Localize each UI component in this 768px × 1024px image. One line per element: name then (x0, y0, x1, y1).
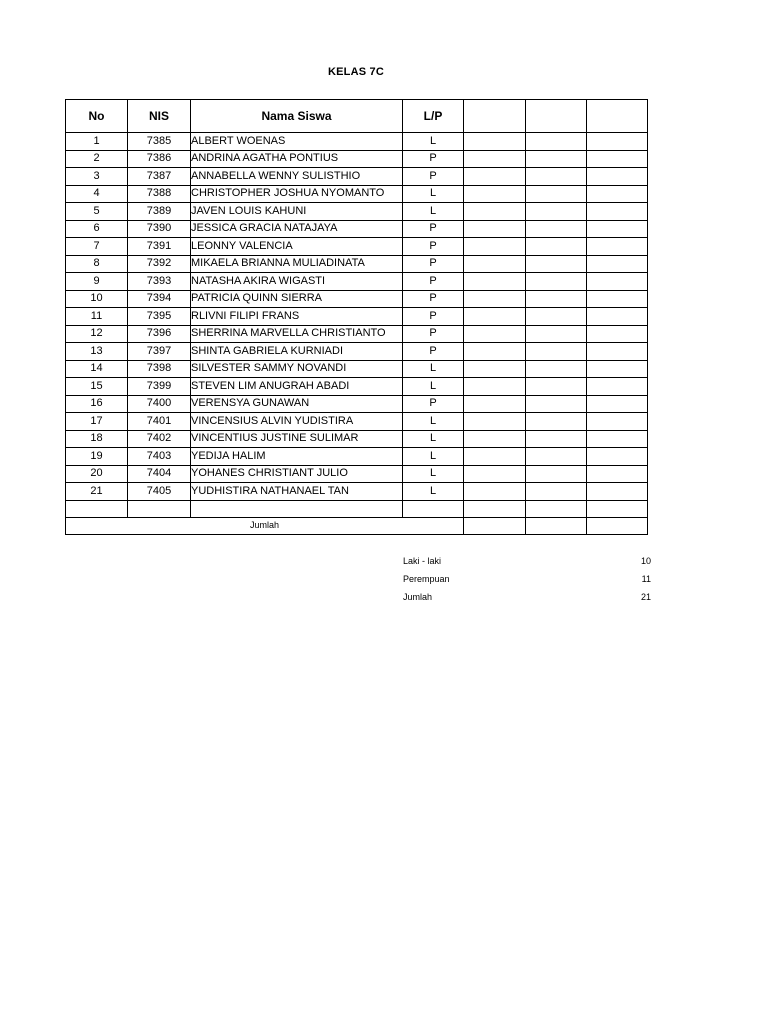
student-name: JAVEN LOUIS KAHUNI (191, 203, 403, 221)
student-nis: 7389 (128, 203, 191, 221)
blank-cell (66, 500, 128, 517)
table-row (66, 273, 648, 291)
student-name: STEVEN LIM ANUGRAH ABADI (191, 378, 403, 396)
empty-cell (464, 238, 526, 256)
student-no: 20 (66, 465, 128, 483)
student-lp: L (403, 465, 464, 483)
blank-cell (191, 500, 403, 517)
blank-cell (464, 500, 526, 517)
student-name: ALBERT WOENAS (191, 133, 403, 151)
student-nis: 7392 (128, 255, 191, 273)
header-row (66, 100, 648, 133)
empty-cell (587, 448, 648, 466)
empty-cell (526, 220, 587, 238)
student-table (65, 99, 648, 535)
blank-cell (403, 500, 464, 517)
empty-cell (526, 343, 587, 361)
table-row (66, 343, 648, 361)
student-nis: 7404 (128, 465, 191, 483)
total-cell (587, 517, 648, 534)
empty-cell (587, 325, 648, 343)
empty-cell (587, 290, 648, 308)
table-row (66, 238, 648, 256)
empty-cell (526, 413, 587, 431)
empty-cell (587, 483, 648, 501)
student-lp: P (403, 395, 464, 413)
empty-cell (526, 273, 587, 291)
student-lp: P (403, 290, 464, 308)
student-no: 4 (66, 185, 128, 203)
empty-cell (587, 150, 648, 168)
student-nis: 7400 (128, 395, 191, 413)
table-row (66, 255, 648, 273)
empty-cell (587, 308, 648, 326)
student-nis: 7385 (128, 133, 191, 151)
header-empty-1 (464, 100, 526, 133)
empty-cell (526, 290, 587, 308)
student-lp: L (403, 360, 464, 378)
empty-cell (464, 273, 526, 291)
student-name: JESSICA GRACIA NATAJAYA (191, 220, 403, 238)
header-name: Nama Siswa (191, 100, 403, 133)
empty-cell (587, 168, 648, 186)
empty-cell (587, 395, 648, 413)
header-empty-2 (526, 100, 587, 133)
empty-cell (464, 395, 526, 413)
student-nis: 7401 (128, 413, 191, 431)
student-lp: L (403, 483, 464, 501)
blank-cell (587, 500, 648, 517)
student-no: 11 (66, 308, 128, 326)
empty-cell (526, 238, 587, 256)
student-no: 17 (66, 413, 128, 431)
table-row (66, 465, 648, 483)
student-nis: 7391 (128, 238, 191, 256)
student-nis: 7388 (128, 185, 191, 203)
empty-cell (464, 343, 526, 361)
student-name: PATRICIA QUINN SIERRA (191, 290, 403, 308)
table-row (66, 133, 648, 151)
student-no: 10 (66, 290, 128, 308)
student-rows (66, 133, 648, 535)
empty-cell (587, 220, 648, 238)
student-name: VERENSYA GUNAWAN (191, 395, 403, 413)
student-name: RLIVNI FILIPI FRANS (191, 308, 403, 326)
student-no: 6 (66, 220, 128, 238)
student-lp: L (403, 133, 464, 151)
student-name: YEDIJA HALIM (191, 448, 403, 466)
empty-cell (464, 378, 526, 396)
student-lp: P (403, 220, 464, 238)
summary-value: 11 (641, 574, 651, 584)
student-nis: 7395 (128, 308, 191, 326)
empty-cell (464, 150, 526, 168)
student-no: 19 (66, 448, 128, 466)
table-row (66, 483, 648, 501)
blank-cell (526, 500, 587, 517)
header-lp: L/P (403, 100, 464, 133)
blank-row (66, 500, 648, 517)
empty-cell (464, 203, 526, 221)
total-cell (464, 517, 526, 534)
empty-cell (526, 395, 587, 413)
student-nis: 7403 (128, 448, 191, 466)
table-row (66, 290, 648, 308)
student-nis: 7402 (128, 430, 191, 448)
empty-cell (464, 185, 526, 203)
student-lp: L (403, 430, 464, 448)
header-empty-3 (587, 100, 648, 133)
empty-cell (464, 255, 526, 273)
student-nis: 7397 (128, 343, 191, 361)
student-nis: 7390 (128, 220, 191, 238)
empty-cell (587, 343, 648, 361)
empty-cell (464, 308, 526, 326)
empty-cell (464, 133, 526, 151)
student-lp: P (403, 168, 464, 186)
summary-label: Jumlah (403, 592, 433, 602)
empty-cell (464, 413, 526, 431)
student-no: 2 (66, 150, 128, 168)
student-lp: L (403, 203, 464, 221)
student-no: 12 (66, 325, 128, 343)
student-name: YUDHISTIRA NATHANAEL TAN (191, 483, 403, 501)
student-no: 14 (66, 360, 128, 378)
student-no: 5 (66, 203, 128, 221)
summary-row-female (403, 572, 651, 590)
empty-cell (587, 413, 648, 431)
table-row (66, 308, 648, 326)
page-title: KELAS 7C (328, 66, 384, 78)
empty-cell (587, 465, 648, 483)
student-lp: P (403, 343, 464, 361)
empty-cell (587, 238, 648, 256)
table-row (66, 395, 648, 413)
student-lp: L (403, 185, 464, 203)
student-name: ANNABELLA WENNY SULISTHIO (191, 168, 403, 186)
empty-cell (526, 150, 587, 168)
student-no: 1 (66, 133, 128, 151)
empty-cell (526, 308, 587, 326)
summary-row-total (403, 590, 651, 608)
total-cell (526, 517, 587, 534)
empty-cell (587, 378, 648, 396)
total-row (66, 517, 648, 534)
student-nis: 7394 (128, 290, 191, 308)
header-nis: NIS (128, 100, 191, 133)
empty-cell (464, 290, 526, 308)
student-no: 8 (66, 255, 128, 273)
student-name: SHERRINA MARVELLA CHRISTIANTO (191, 325, 403, 343)
empty-cell (526, 133, 587, 151)
student-nis: 7398 (128, 360, 191, 378)
empty-cell (526, 325, 587, 343)
student-name: CHRISTOPHER JOSHUA NYOMANTO (191, 185, 403, 203)
empty-cell (464, 448, 526, 466)
empty-cell (587, 360, 648, 378)
summary-row-male (403, 554, 651, 572)
header-no: No (66, 100, 128, 133)
student-nis: 7405 (128, 483, 191, 501)
empty-cell (526, 378, 587, 396)
student-lp: L (403, 413, 464, 431)
table-row (66, 448, 648, 466)
empty-cell (526, 203, 587, 221)
table-row (66, 325, 648, 343)
student-no: 9 (66, 273, 128, 291)
table-row (66, 413, 648, 431)
table-row (66, 430, 648, 448)
student-no: 7 (66, 238, 128, 256)
student-nis: 7399 (128, 378, 191, 396)
empty-cell (587, 430, 648, 448)
table-row (66, 203, 648, 221)
table-row (66, 378, 648, 396)
student-lp: P (403, 273, 464, 291)
empty-cell (464, 360, 526, 378)
student-lp: P (403, 308, 464, 326)
student-nis: 7386 (128, 150, 191, 168)
student-name: MIKAELA BRIANNA MULIADINATA (191, 255, 403, 273)
empty-cell (464, 430, 526, 448)
table-row (66, 220, 648, 238)
student-name: SHINTA GABRIELA KURNIADI (191, 343, 403, 361)
empty-cell (464, 220, 526, 238)
student-no: 3 (66, 168, 128, 186)
student-lp: P (403, 238, 464, 256)
summary-value: 21 (640, 592, 651, 602)
summary-label: Perempuan (403, 574, 450, 584)
total-row-label: Jumlah (66, 517, 464, 534)
student-lp: L (403, 448, 464, 466)
student-no: 15 (66, 378, 128, 396)
student-nis: 7387 (128, 168, 191, 186)
empty-cell (587, 255, 648, 273)
student-name: NATASHA AKIRA WIGASTI (191, 273, 403, 291)
student-nis: 7396 (128, 325, 191, 343)
empty-cell (526, 360, 587, 378)
student-lp: P (403, 255, 464, 273)
empty-cell (587, 185, 648, 203)
empty-cell (464, 325, 526, 343)
empty-cell (587, 203, 648, 221)
table-row (66, 168, 648, 186)
empty-cell (526, 168, 587, 186)
student-no: 13 (66, 343, 128, 361)
empty-cell (526, 255, 587, 273)
summary-label: Laki - laki (403, 556, 442, 566)
student-name: SILVESTER SAMMY NOVANDI (191, 360, 403, 378)
empty-cell (526, 185, 587, 203)
empty-cell (587, 273, 648, 291)
student-lp: P (403, 150, 464, 168)
table-row (66, 150, 648, 168)
student-lp: P (403, 325, 464, 343)
empty-cell (526, 448, 587, 466)
empty-cell (464, 168, 526, 186)
student-lp: L (403, 378, 464, 396)
table-row (66, 360, 648, 378)
student-name: YOHANES CHRISTIANT JULIO (191, 465, 403, 483)
student-no: 18 (66, 430, 128, 448)
student-no: 16 (66, 395, 128, 413)
empty-cell (464, 465, 526, 483)
gender-summary (403, 554, 651, 608)
student-nis: 7393 (128, 273, 191, 291)
table-row (66, 185, 648, 203)
blank-cell (128, 500, 191, 517)
empty-cell (587, 133, 648, 151)
student-name: LEONNY VALENCIA (191, 238, 403, 256)
student-name: VINCENTIUS JUSTINE SULIMAR (191, 430, 403, 448)
summary-value: 10 (640, 556, 651, 566)
empty-cell (526, 430, 587, 448)
empty-cell (464, 483, 526, 501)
empty-cell (526, 465, 587, 483)
empty-cell (526, 483, 587, 501)
student-name: VINCENSIUS ALVIN YUDISTIRA (191, 413, 403, 431)
student-no: 21 (66, 483, 128, 501)
student-name: ANDRINA AGATHA PONTIUS (191, 150, 403, 168)
